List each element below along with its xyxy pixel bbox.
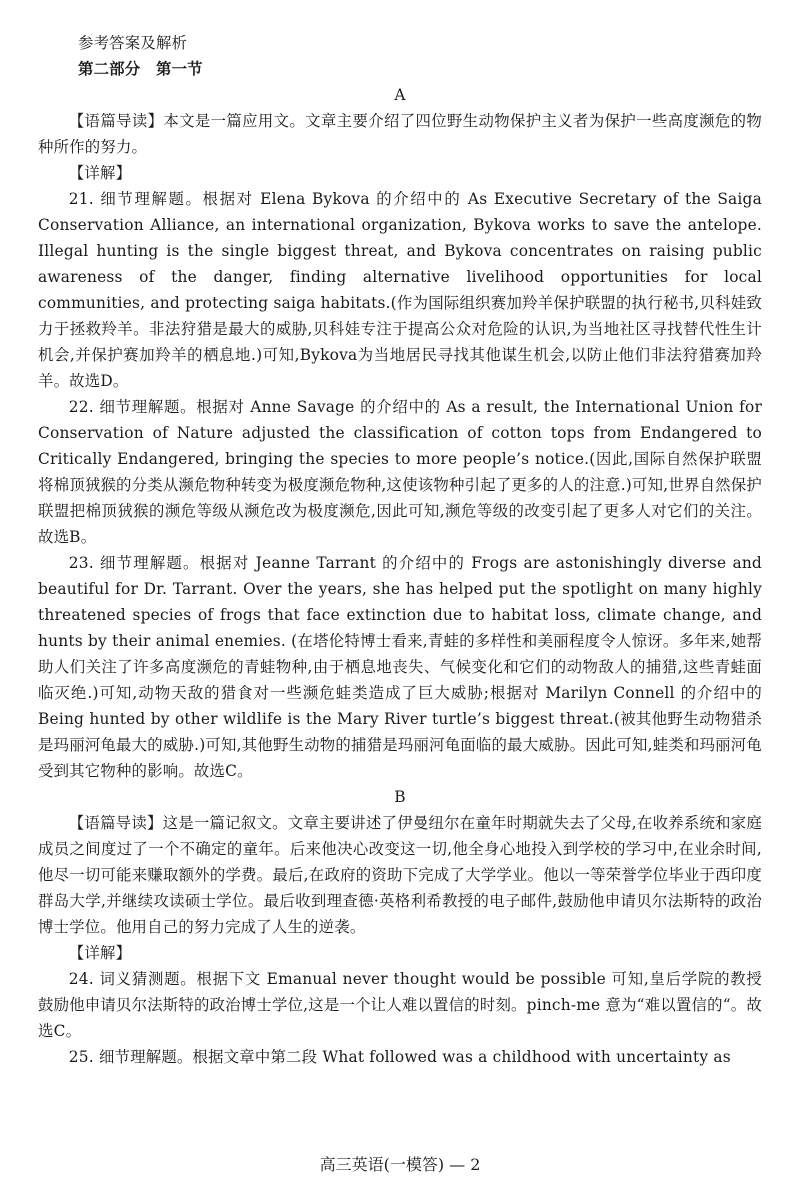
answer-21: 21. 细节理解题。根据对 Elena Bykova 的介绍中的 As Executive Secretary of the Saiga Conservation Alliance, an international organization, Bykova works to save the antelope. Illegal hunting is the single biggest threat, and Bykova concentrates on raising public awareness of the danger, finding alternative livelihood opportunities for local communities, and protecting saiga habitats.(作为国际组织赛加羚羊保护联盟的执行秘书,贝科娃致力于拯救羚羊。非法狩猎是最大的威胁,贝科娃专注于提高公众对危险的认识,为当地社区寻找替代性生计机会,并保护赛加羚羊的栖息地.)可知,Bykova为当地居民寻找其他谋生机会,以防止他们非法狩猎赛加羚羊。故选D。 [38, 190, 762, 390]
passage-b-intro: 【语篇导读】这是一篇记叙文。文章主要讲述了伊曼纽尔在童年时期就失去了父母,在收养系统和家庭成员之间度过了一个不确定的童年。后来他决心改变这一切,他全身心地投入到学校的学习中,在业余时间,他尽一切可能来赚取额外的学费。最后,在政府的资助下完成了大学学业。他以一等荣誉学位毕业于西印度群岛大学,并继续攻读硕士学位。最后收到理查德·英格利希教授的电子邮件,鼓励他申请贝尔法斯特的政治博士学位。他用自己的努力完成了人生的逆袭。 [38, 814, 762, 936]
page-footer: 高三英语(一模答) — 2 [319, 1155, 481, 1174]
doc-title: 参考答案及解析 [78, 34, 188, 52]
passage-a-label: A [394, 86, 406, 104]
answer-25: 25. 细节理解题。根据文章中第二段 What followed was a childhood with uncertainty as [68, 1048, 731, 1066]
section-heading: 第二部分 第一节 [78, 60, 203, 78]
passage-b-detail-tag: 【详解】 [68, 944, 132, 962]
answer-22: 22. 细节理解题。根据对 Anne Savage 的介绍中的 As a result, the International Union for Conservation of Nature adjusted the classification of cotton tops from Endangered to Critically Endangered, bringing the species to more people’s notice.(因此,国际自然保护联盟将棉顶狨猴的分类从濒危物种转变为极度濒危物种,这使该物种引起了更多的人的注意.)可知,世界自然保护联盟把棉顶狨猴的濒危等级从濒危改为极度濒危,因此可知,濒危等级的改变引起了更多人对它们的关注。故选B。 [38, 398, 762, 546]
passage-b-label: B [394, 788, 406, 806]
answer-23: 23. 细节理解题。根据对 Jeanne Tarrant 的介绍中的 Frogs are astonishingly diverse and beautiful for Dr. Tarrant. Over the years, she has helped put the spotlight on many highly threatened species of frogs that face extinction due to habitat loss, climate change, and hunts by their animal enemies. (在塔伦特博士看来,青蛙的多样性和美丽程度令人惊讶。多年来,她帮助人们关注了许多高度濒危的青蛙物种,由于栖息地丧失、气候变化和它们的动物敌人的捕猎,这些青蛙面临灭绝.)可知,动物天敌的猎食对一些濒危蛙类造成了巨大威胁;根据对 Marilyn Connell 的介绍中的 Being hunted by other wildlife is the Mary River turtle’s biggest threat.(被其他野生动物猎杀是玛丽河龟最大的威胁.)可知,其他野生动物的捕猎是玛丽河龟面临的最大威胁。因此可知,蛙类和玛丽河龟受到其它物种的影响。故选C。 [38, 554, 762, 780]
passage-a-intro: 【语篇导读】本文是一篇应用文。文章主要介绍了四位野生动物保护主义者为保护一些高度濒危的物种所作的努力。 [38, 112, 762, 156]
answer-page [38, 30, 762, 1070]
answer-24: 24. 词义猜测题。根据下文 Emanual never thought would be possible 可知,皇后学院的教授鼓励他申请贝尔法斯特的政治博士学位,这是一个让人难以置信的时刻。pinch-me 意为“难以置信的“。故选C。 [38, 970, 762, 1040]
passage-a-detail-tag: 【详解】 [68, 164, 132, 182]
